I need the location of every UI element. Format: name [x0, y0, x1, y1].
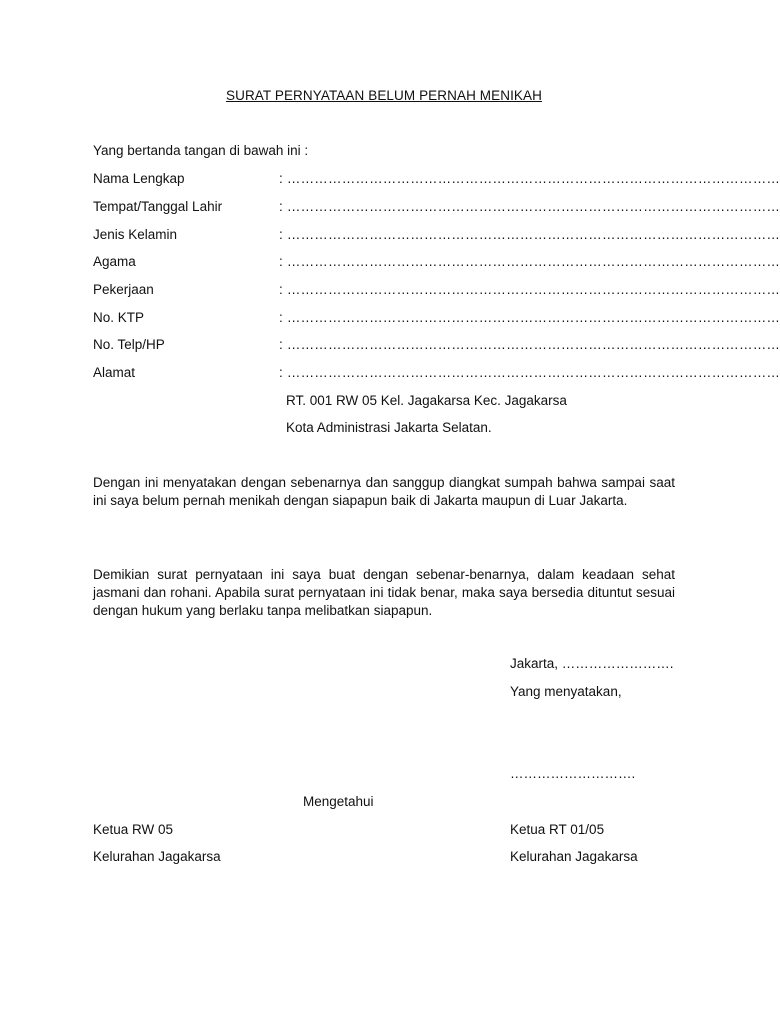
field-jenis-kelamin — [93, 227, 780, 245]
rt-kelurahan: Kelurahan Jagakarsa — [510, 849, 638, 864]
rw-kelurahan: Kelurahan Jagakarsa — [93, 849, 221, 864]
field-label: Jenis Kelamin — [93, 227, 178, 242]
closing-paragraph: Demikian surat pernyataan ini saya buat dengan sebenar-benarnya, dalam keadaan sehat jasmani dan rohani. Apabila surat pernyataan ini tidak benar, maka saya bersedia dituntut sesuai dengan hukum yang berlaku tanpa melibatkan siapapun. — [93, 567, 675, 618]
field-value: : ……………………………………………………………………………………………… — [279, 337, 780, 352]
field-label: Agama — [93, 254, 136, 269]
field-tempat-tanggal-lahir — [93, 199, 780, 217]
field-label: No. Telp/HP — [93, 337, 165, 352]
field-value: : ……………………………………………………………………………………………… — [279, 282, 780, 297]
acknowledged-label: Mengetahui — [303, 794, 374, 809]
field-label: Alamat — [93, 365, 136, 380]
field-value: : ……………………………………………………………………………………………… — [279, 254, 780, 269]
field-value: : ……………………………………………………………………………………………… — [279, 310, 780, 325]
address-line-2: Kota Administrasi Jakarta Selatan. — [286, 420, 492, 435]
field-value: : ……………………………………………………………………………………………… — [279, 365, 780, 380]
field-label: Pekerjaan — [93, 282, 154, 297]
field-value: : ……………………………………………………………………………………………… — [279, 199, 780, 214]
field-nama-lengkap — [93, 171, 780, 189]
field-label: No. KTP — [93, 310, 145, 325]
field-label: Tempat/Tanggal Lahir — [93, 199, 223, 214]
field-pekerjaan — [93, 282, 780, 300]
intro-text: Yang bertanda tangan di bawah ini : — [93, 143, 309, 158]
rw-title: Ketua RW 05 — [93, 822, 174, 837]
statement-paragraph: Dengan ini menyatakan dengan sebenarnya dan sanggup diangkat sumpah bahwa sampai saat ini saya belum pernah menikah dengan siapapun baik di Jakarta maupun di Luar Jakarta. — [93, 475, 675, 508]
document-title: SURAT PERNYATAAN BELUM PERNAH MENIKAH — [225, 88, 542, 103]
field-value: : ……………………………………………………………………………………………… — [279, 171, 780, 186]
field-agama — [93, 254, 780, 272]
place-date: Jakarta, ……………………. — [510, 656, 674, 671]
declarant-signature-line: ………………………. — [510, 766, 636, 781]
field-alamat — [93, 365, 780, 383]
field-label: Nama Lengkap — [93, 171, 185, 186]
field-no-ktp — [93, 310, 780, 328]
rt-title: Ketua RT 01/05 — [510, 822, 605, 837]
field-no-telp-hp — [93, 337, 780, 355]
field-value: : ……………………………………………………………………………………………… — [279, 227, 780, 242]
declarant-label: Yang menyatakan, — [510, 684, 622, 699]
address-line-1: RT. 001 RW 05 Kel. Jagakarsa Kec. Jagakarsa — [286, 393, 567, 408]
